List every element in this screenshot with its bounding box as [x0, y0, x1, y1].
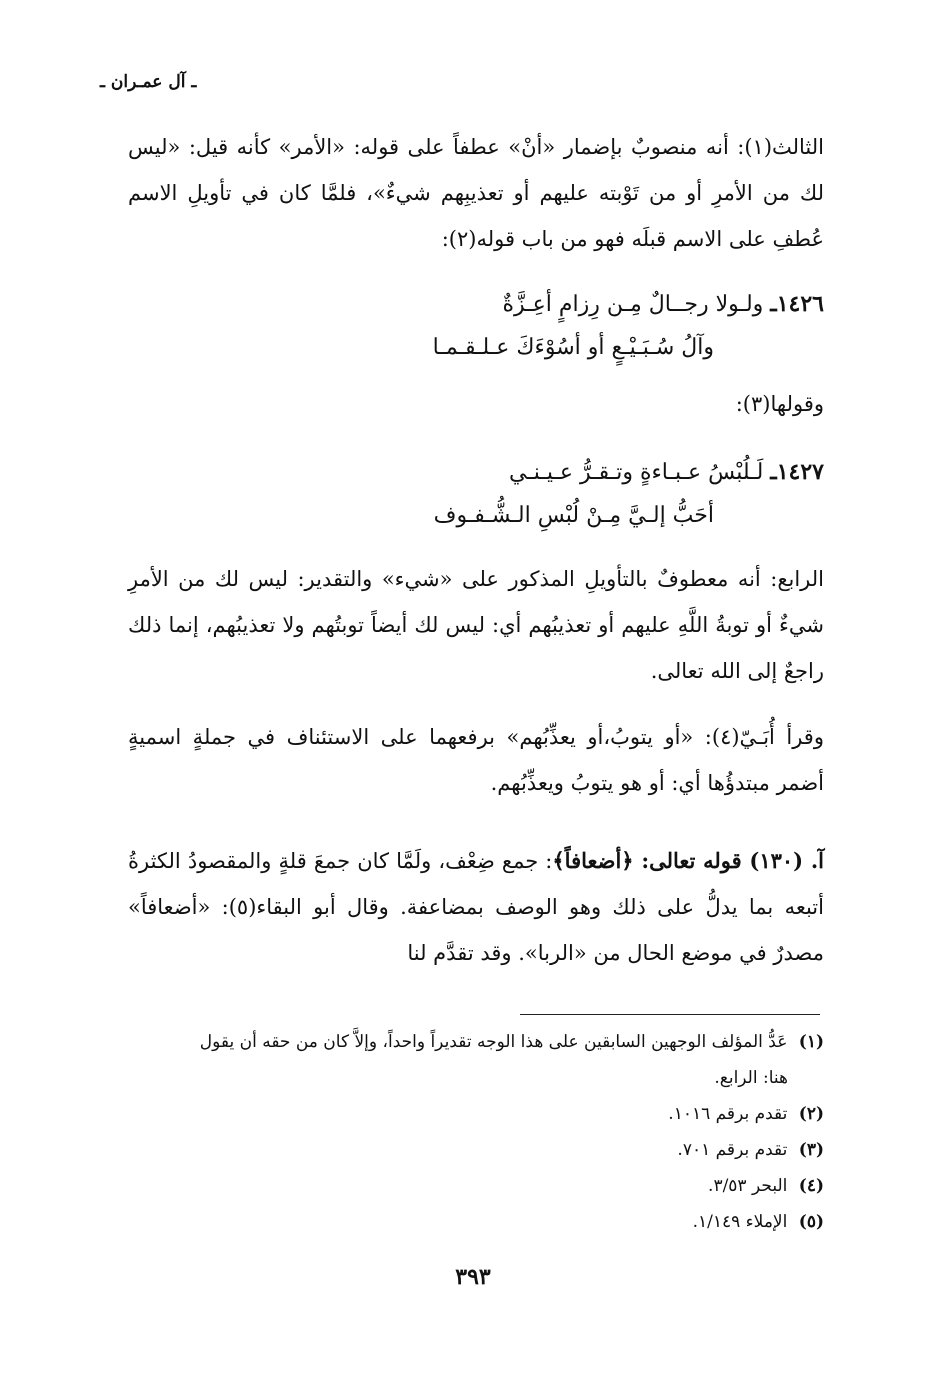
footnote-text: تقدم برقم ١٠١٦.: [668, 1104, 788, 1124]
running-header: ـ آل عمـران ـ: [100, 72, 197, 92]
footnote-text: الإملاء ١/١٤٩.: [692, 1212, 788, 1232]
verse-line-1: [128, 282, 824, 326]
verse-line-2: [128, 326, 824, 370]
verse-line-1: [128, 450, 824, 494]
footnote-text: عَدُّ المؤلف الوجهين السابقين على هذا الوجه تقديراً واحداً، وإلاَّ كان من حقه أن يقول: [199, 1032, 788, 1052]
verse-line-2: [128, 494, 824, 538]
paragraph-third-view: الثالث(١): أنه منصوبٌ بإضمار «أنْ» عطفاً على قوله: «الأمر» كأنه قيل: «ليس لك من الأمرِ أو من تَوْبته عليهم أو تعذيبِهم شيءٌ»، فلمَّا كان في تأويلِ الاسم عُطفِ على الاسم قبلَه فهو من باب قوله(٢):: [128, 135, 824, 251]
footnote-item: [128, 1096, 824, 1132]
footnote-marker: (٢): [798, 1104, 824, 1124]
footnote-text: تقدم برقم ٧٠١.: [677, 1140, 788, 1160]
poetry-verse-1427: [128, 450, 824, 538]
footnote-item: [128, 1168, 824, 1204]
footnote-divider: [520, 1014, 820, 1015]
footnote-item: [128, 1204, 824, 1240]
verse-hemistich-2: وآلُ سُـبَـيْـعٍ أو أسُوْءَكَ عـلـقـمـا: [432, 335, 714, 360]
verse-hemistich-1: لَـلُبْسُ عـبـاءةٍ وتـقـرُّ عـيـنـي: [508, 460, 764, 485]
footnotes: [128, 1024, 824, 1240]
footnote-marker: (١): [798, 1032, 824, 1052]
verse-number: ١٤٢٧ـ: [770, 459, 824, 485]
verse-hemistich-1: ولـولا رجــالٌ مِـن رِزامٍ أعِـزَّةٌ: [502, 292, 764, 317]
footnote-continuation: هنا: الرابع.: [714, 1068, 788, 1088]
paragraph-verse-130: [128, 838, 824, 976]
paragraph-fourth-view: الرابع: أنه معطوفٌ بالتأويلِ المذكور على «شيء» والتقدير: ليس لك من الأمرِ شيءٌ أو توبةُ اللَّهِ عليهم أو تعذيبُهم أي: ليس لك أيضاً توبتُهم ولا تعذيبُهم، إنما ذلك راجعٌ إلى الله تعالى.: [128, 567, 824, 683]
verse-130-commentary: : جمع ضِعْف، ولَمَّا كان جمعَ قلةٍ والمقصودُ الكثرةُ أتبعه بما يدلُّ على ذلك وهو الوصف بمضاعفة. وقال أبو البقاء(٥): «أضعافاً» مصدرٌ في موضع الحال من «الربا». وقد تقدَّم لنا: [128, 849, 824, 965]
verse-number: ١٤٢٦ـ: [770, 291, 824, 317]
poetry-verse-1426: [128, 282, 824, 370]
verse-intro: وقولها(٣):: [735, 392, 824, 416]
footnote-marker: (٣): [798, 1140, 824, 1160]
page-number: ٣٩٣: [455, 1264, 491, 1290]
footnote-text: البحر ٣/٥٣.: [708, 1176, 788, 1196]
footnote-item: [128, 1132, 824, 1168]
paragraph-ubayy-reading: وقرأ أُبَـيّ(٤): «أو يتوبُ،أو يعذِّبُهم» برفعهما على الاستئناف في جملةٍ اسميةٍ أضمر مبتدؤُها أي: أو هو يتوبُ ويعذِّبُهم.: [128, 725, 824, 795]
verse-hemistich-2: أحَبُّ إلـيَّ مِـنْ لُبْسِ الـشُّـفـوف: [433, 503, 714, 528]
footnote-item: [128, 1024, 824, 1060]
verse-130-marker: آ. (١٣٠) قوله تعالى: ﴿أضعافاً﴾: [552, 848, 824, 873]
footnote-marker: (٥): [798, 1212, 824, 1232]
footnote-marker: (٤): [798, 1176, 824, 1196]
